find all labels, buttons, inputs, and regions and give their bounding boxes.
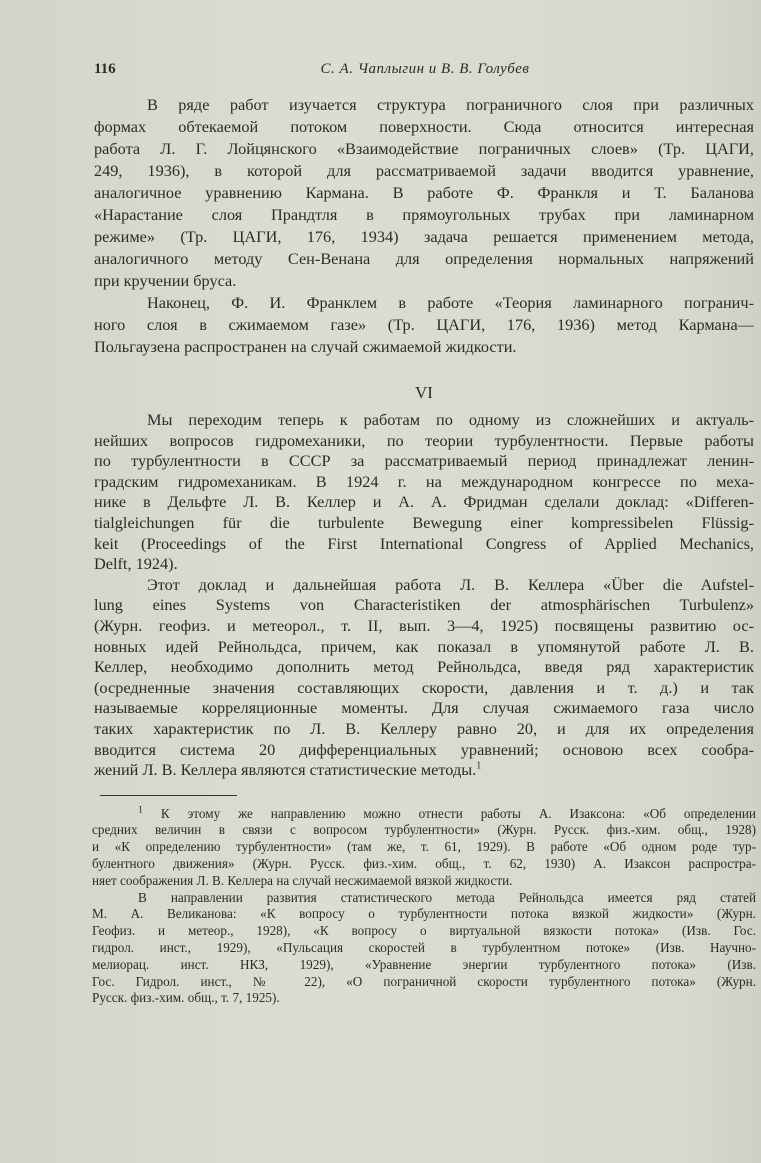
text-line [92,957,756,974]
page-number: 116 [94,61,116,77]
line-text: гидрол. инст., 1929), «Пульсация скоростей в турбулентном потоке» (Изв. Научно- [92,940,756,956]
line-text: В ряде работ изучается структура пограничного слоя при различных [147,95,754,114]
line-text: средних величин в связи с вопросом турбулентности» (Журн. Русск. физ.-хим. общ., 1928) [92,822,756,838]
line-text: вводится система 20 дифференциальных уравнений; основою всех сообра- [94,739,754,759]
text-line [92,940,756,957]
line-text: аналогичное уравнению Кармана. В работе Ф. Франкля и Т. Баланова [94,183,754,202]
line-text: (Журн. геофиз. и метеорол., т. II, вып. 3—4, 1925) посвящены развитию ос- [94,615,754,635]
text-line [94,698,754,719]
line-text: Русск. физ.-хим. общ., т. 7, 1925). [92,990,280,1006]
text-line [94,595,754,616]
text-line [94,678,754,699]
text-line [94,513,754,534]
text-line [94,336,754,358]
line-text: К этому же направлению можно отнести работы А. Изаксона: «Об определении [160,805,756,821]
text-line [94,616,754,637]
text-line [92,923,756,940]
line-text: Мы переходим теперь к работам по одному из сложнейших и актуаль- [147,410,754,429]
line-text: Келлер, необходимо дополнить метод Рейнольдса, введя ряд характеристик [94,657,754,677]
line-text: и «К определению турбулентности» (там же, т. 61, 1929). В работе «Об одном роде тур- [92,839,756,855]
line-text: Delft, 1924). [94,554,178,574]
text-line [94,116,754,138]
line-text: «Нарастание слоя Прандтля в прямоугольных трубах при ламинарном [94,205,754,224]
body-text-top [94,94,754,358]
page-header [94,58,756,80]
line-text: нике в Дельфте Л. В. Келлер и А. А. Фридман сделали доклад: «Differen- [94,492,754,512]
text-line [92,806,756,823]
text-line [94,740,754,761]
text-line [92,822,756,839]
text-line [92,906,756,923]
line-text: новных идей Рейнольдса, причем, как показал в упомянутой работе Л. В. [94,636,754,656]
line-text: формах обтекаемой потоком поверхности. Сюда относится интересная [94,117,754,136]
footnote-reference[interactable]: 1 [476,760,482,772]
line-text: ного слоя в сжимаемом газе» (Тр. ЦАГИ, 176, 1936) метод Кармана— [94,315,754,334]
line-text: tialgleichungen für die turbulente Bewegung einer kompressibelen Flüssig- [94,512,754,532]
text-line [94,314,754,336]
text-line [94,575,754,596]
line-text: lung eines Systems von Characteristiken der atmosphärischen Turbulenz» [94,595,754,615]
line-text: няет соображения Л. В. Келлера на случай несжимаемой вязкой жидкости. [92,872,513,888]
line-text: Этот доклад и дальнейшая работа Л. В. Келлера «Über die Aufstel- [147,574,754,594]
line-text: В направлении развития статистического метода Рейнольдса имеется ряд статей [138,889,756,905]
text-line [94,492,754,513]
line-text: жений Л. В. Келлера являются статистические методы. [94,760,477,780]
text-line [94,657,754,678]
body-text-section [94,410,754,781]
text-line [94,451,754,472]
text-line [94,138,754,160]
running-title: С. А. Чаплыгин и В. В. Голубев [320,61,530,77]
line-text: М. А. Великанова: «К вопросу о турбулентности потока вязкой жидкости» (Журн. [92,906,756,922]
text-line [94,226,754,248]
text-line [94,292,754,314]
footnote-divider [100,795,237,796]
line-text: булентного движения» (Журн. Русск. физ.-хим. общ., т. 62, 1930) А. Изаксон распростра- [92,856,756,872]
line-text: аналогичного методу Сен-Венана для определения нормальных напряжений [94,249,754,268]
line-text: мелиорац. инст. НКЗ, 1929), «Уравнение энергии турбулентного потока» (Изв. [92,956,756,972]
line-text: Польгаузена распространен на случай сжимаемой жидкости. [94,337,517,356]
text-line [94,637,754,658]
line-text: нейших вопросов гидромеханики, по теории турбулентности. Первые работы [94,430,754,450]
line-text: при кручении бруса. [94,271,237,290]
footnotes [92,806,756,1008]
line-text: Геофиз. и метеор., 1928), «К вопросу о виртуальной вязкости потока» (Изв. Гос. [92,923,756,939]
line-text: keit (Proceedings of the First International Congress of Applied Mechanics, [94,533,754,553]
text-line [92,873,756,890]
text-line [94,204,754,226]
text-line [92,839,756,856]
text-line [94,431,754,452]
section-heading: VI [415,383,433,402]
line-text: 249, 1936), в которой для рассматриваемой задачи вводится уравнение, [94,161,754,180]
text-line [94,248,754,270]
line-text: таких характеристик по Л. В. Келлеру равно 20, и для их определения [94,718,754,738]
line-text: по турбулентности в СССР за рассматриваемый период принадлежат ленин- [94,451,754,471]
line-text: работа Л. Г. Лойцянского «Взаимодействие пограничных слоев» (Тр. ЦАГИ, [94,139,754,158]
line-text: Наконец, Ф. И. Франклем в работе «Теория ламинарного погранич- [147,293,754,312]
text-line [94,270,754,292]
line-text: градским гидромеханикам. В 1924 г. на международном конгрессе по меха- [94,471,754,491]
line-text: (осредненные значения составляющих скорости, давления и т. д.) и так [94,677,754,697]
text-line [94,760,754,781]
text-line [94,534,754,555]
text-line [94,719,754,740]
text-line [94,160,754,182]
text-line [94,410,754,431]
line-text: режиме» (Тр. ЦАГИ, 176, 1934) задача решается применением метода, [94,227,754,246]
text-line [92,990,756,1007]
text-line [94,182,754,204]
line-text: Гос. Гидрол. инст., № 22), «О пограничной скорости турбулентного потока» (Журн. [92,973,756,989]
text-line [94,94,754,116]
text-line [94,554,754,575]
text-line [92,856,756,873]
line-text: называемые корреляционные моменты. Для случая сжимаемого газа число [94,698,754,718]
footnote-mark: 1 [138,805,143,816]
text-line [92,890,756,907]
text-line [94,472,754,493]
text-line [92,974,756,991]
